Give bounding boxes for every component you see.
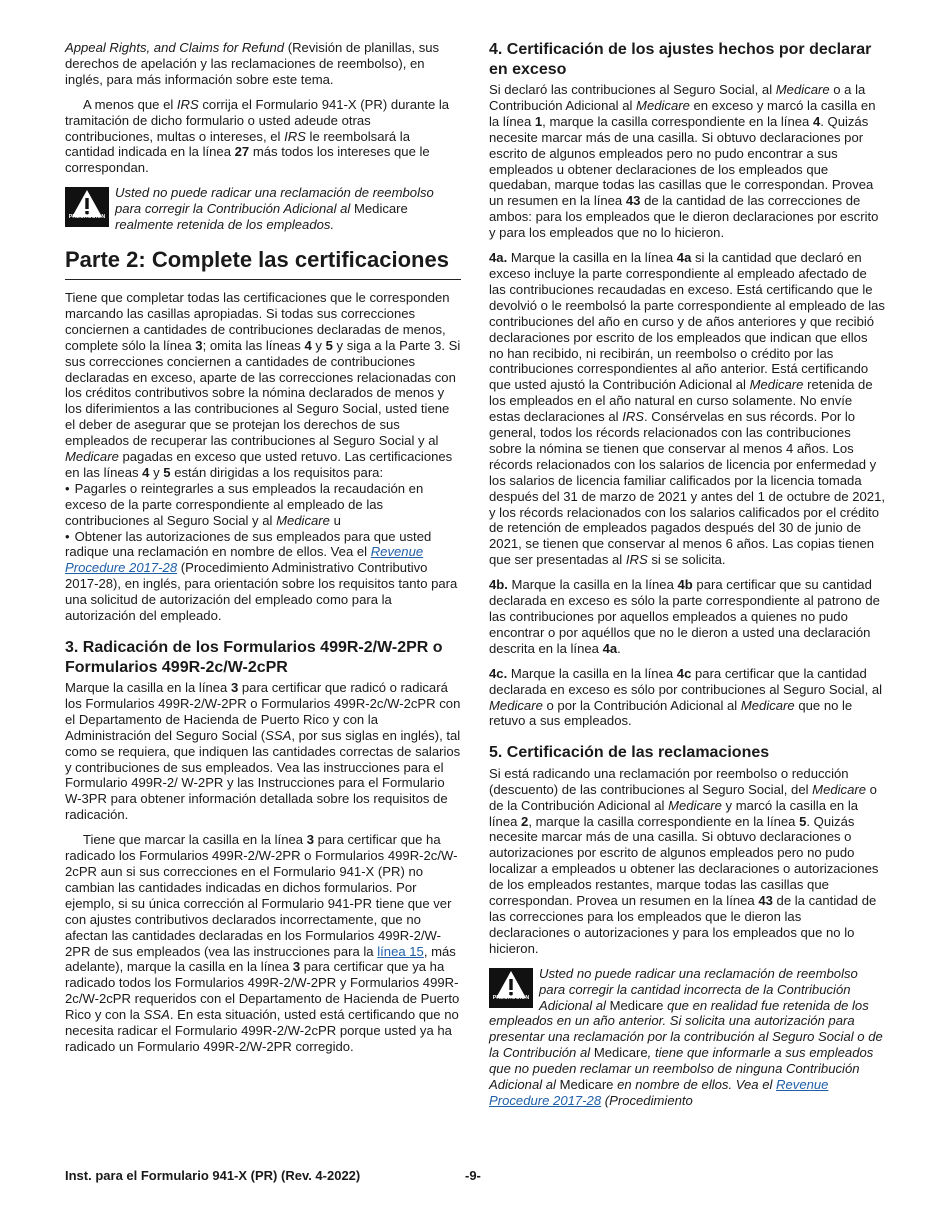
bullet-obtain-consent: • Obtener las autorizaciones de sus empleados para que usted radique una reclamación en nombre de ellos. Vea el Revenue Procedure 2017-28 (Procedimiento Administrativo Contributivo 2017-28), en inglés, para orientación sobre los requisitos tanto para una solicitud de autorización del empleado como para la autorización del empleado. — [65, 529, 461, 624]
caution-icon — [489, 968, 533, 1008]
caution-box-1 — [65, 185, 461, 233]
caution-icon — [65, 187, 109, 227]
paragraph-section5: Si está radicando una reclamación por reembolso o reducción (descuento) de las contribuciones al Seguro Social, del Medicare o de la Contribución Adicional al Medicare y marcó la casilla en la línea 2, marque la casilla correspondiente en la línea 5. Quizás necesite marcar más de una casilla. Si obtuvo declaraciones o autorizaciones por escrito de algunos empleados pero no pudo localizar a empleados u obtener las declaraciones o autorizaciones de los empleados restantes, marque todas las casillas que correspondan. Provea un resumen en la línea 43 de la cantidad de las correcciones para los empleados que le dieron las declaraciones o autorizaciones y para los empleados que no lo hicieron. — [489, 765, 879, 956]
paragraph-parte2: Tiene que completar todas las certificaciones que le corresponden marcando las casillas apropiadas. Si todas sus correcciones conciernen a cantidades de contribuciones declaradas de menos, complete sólo la línea 3; omita las líneas 4 y 5 y siga a la Parte 3. Si sus correcciones conciernen a cantidades de contribuciones declaradas en exceso, aparte de las correcciones relacionadas con los créditos contributivos sobre la nómina declarados de menos y los diferimientos a las contribuciones al Seguro Social, usted tiene el deber de asegurar que se protejan los derechos de sus empleados de recuperar las contribuciones al Seguro Social y al Medicare pagadas en exceso que usted retuvo. Las certificaciones en las líneas 4 y 5 están dirigidas a los requisitos para: — [65, 289, 461, 480]
section5-title: 5. Certificación de las reclamaciones — [489, 744, 770, 762]
paragraph-section3-1: Marque la casilla en la línea 3 para certificar que radicó o radicará los Formularios 499R-2/W-2PR o Formularios 499R-2c/W-2cPR con el Departamento de Hacienda de Puerto Rico y con la Administración del Seguro Social (SSA, por sus siglas en inglés), tal como se requiera, que indiquen las cantidades correctas de salarios y contribuciones de sus empleados. Vea las instrucciones para el Formulario 499R-2/ W-2PR y las Instrucciones para el Formulario W-3PR para obtener información detallada sobre los requisitos de radicación. — [65, 680, 461, 823]
right-column — [489, 40, 885, 1109]
paragraph-4a: 4a. Marque la casilla en la línea 4a si la cantidad que declaró en exceso incluye la parte correspondiente al empleado afectado de las contribuciones recaudadas en exceso. Está certificando que le devolvió o le reembolsó la parte correspondiente al empleado de las contribuciones del año en curso y de años anteriores y que recibió declaraciones por escrito de los empleados que indican que ellos no han recibido, ni recibirán, un reembolso o crédito por las contribuciones correspondientes al año anterior. Está certificando que usted ajustó la Contribución Adicional al Medicare retenida de los empleados en el año natural en curso solamente. No envíe estas declaraciones al IRS. Consérvelas en sus récords. Por lo general, todos los récords relacionados con las contribuciones sobre la nómina se tienen que conservar al menos 4 años. Los récords relacionados con los salarios de licencia por enfermedad y los salarios de licencia familiar calificados por la licencia tomada después del 31 de marzo de 2021 y antes del 1 de octubre de 2021, y los récords relacionados con los salarios calificados por el crédito de retención de empleados pagados después del 30 de junio de 2021, se tienen que conservar al menos 6 años. Las copias tienen que ser presentadas al IRS si se solicita. — [489, 250, 886, 568]
caution-label: PRECAUCION — [492, 994, 530, 1001]
line-15-link[interactable]: línea 15 — [377, 943, 424, 959]
page-footer — [65, 1168, 885, 1183]
caution-label: PRECAUCION — [68, 214, 106, 221]
caution-text-1: Usted no puede radicar una reclamación de reembolso para corregir la Contribución Adicional al Medicare realmente retenida de los empleados. — [115, 185, 434, 233]
bullet-pay-employees: • Pagarles o reintegrarles a sus empleados la recaudación en exceso de la parte correspondiente al empleado de las contribuciones al Seguro Social y al Medicare u — [65, 481, 461, 529]
page-number: -9- — [465, 1168, 481, 1183]
paragraph-4c: 4c. Marque la casilla en la línea 4c para certificar que la cantidad declarada en exceso es sólo por contribuciones al Seguro Social, al Medicare o por la Contribución Adicional al Medicare que no le retuvo a sus empleados. — [489, 665, 883, 729]
left-column — [65, 40, 461, 1055]
caution-box-2 — [489, 966, 885, 1109]
paragraph-section4: Si declaró las contribuciones al Seguro Social, al Medicare o a la Contribución Adicional al Medicare en exceso y marcó la casilla en la línea 1, marque la casilla correspondiente en la línea 4. Quizás necesite marcar más de una casilla. Si obtuvo declaraciones por escrito de algunos empleados pero no pudo encontrar a sus empleados u obtener declaraciones de los empleados que quedaban, marque todas las casillas que le correspondan. Provea un resumen en la línea 43 de la cantidad de las correcciones de ambos: para los empleados que le dieron declaraciones por escrito y para los empleados que no lo hicieron. — [489, 82, 879, 241]
paragraph-irs-refund: A menos que el IRS corrija el Formulario 941-X (PR) durante la tramitación de dicho formulario o usted adeude otras contribuciones, multas o intereses, el IRS le reembolsará la cantidad indicada en la línea 27 más todos los intereses que le correspondan. — [65, 96, 450, 176]
paragraph-4b: 4b. Marque la casilla en la línea 4b para certificar que su cantidad declarada en exceso es sólo la parte correspondiente al patrono de las contribuciones por aquellos empleados a quienes no pudo encontrar o por aquéllos que no le dieron a usted una declaración descrita en la línea 4a. — [489, 577, 880, 656]
paragraph-section3-2: Tiene que marcar la casilla en la línea 3 para certificar que ha radicado los Formularios 499R-2/W-2PR o Formularios 499R-2c/W-2cPR aun si sus correcciones en el Formulario 941-X (PR) no cambian las cantidades indicadas en dichos formularios. Por ejemplo, si su única corrección al Formulario 941-PR tiene que ver con ajustes contributivos declarados incorrectamente, que no afectan las cantidades declaradas en los Formularios 499R-2/W-2PR de sus empleados (vea las instrucciones para la línea 15, más adelante), marque la casilla en la línea 3 para certificar que ya ha radicado todos los Formularios 499R-2/W-2PR y Formularios 499R-2c/W-2cPR requeridos con el Departamento de Hacienda de Puerto Rico y con la SSA. En esta situación, usted está certificando que no necesita radicar el Formulario 499R-2/W-2cPR porque usted ya ha radicado un Formulario 499R-2/W-2PR corregido. — [65, 832, 460, 1054]
section3-title: 3. Radicación de los Formularios 499R-2/W-2PR o Formularios 499R-2c/W-2cPR — [65, 639, 443, 676]
section4-title: 4. Certificación de los ajustes hechos por declarar en exceso — [489, 41, 872, 78]
revenue-procedure-link-1[interactable]: Revenue Procedure 2017-28 — [65, 544, 424, 576]
caution-text-2: Usted no puede radicar una reclamación de reembolso para corregir la cantidad incorrecta de la Contribución Adicional al Medicare que en realidad fue retenida de los empleados en un año anterior. Si solicita una autorización para presentar una reclamación por la contribución al Seguro Social o de la Contribución al Medicare, tiene que informarle a sus empleados que no pueden reclamar un reembolso de ninguna Contribución Adicional al Medicare en nombre de ellos. Vea el Revenue Procedure 2017-28 (Procedimiento — [489, 965, 883, 1108]
paragraph-appeal-rights: Appeal Rights, and Claims for Refund (Revisión de planillas, sus derechos de apelación y las reclamaciones de reembolso), en inglés, para más información sobre este tema. — [65, 40, 440, 87]
parte2-title: Parte 2: Complete las certificaciones — [65, 247, 461, 280]
revenue-procedure-link-2[interactable]: Revenue Procedure 2017-28 — [489, 1077, 829, 1108]
footer-form-title: Inst. para el Formulario 941-X (PR) (Rev. 4-2022) — [65, 1168, 361, 1183]
